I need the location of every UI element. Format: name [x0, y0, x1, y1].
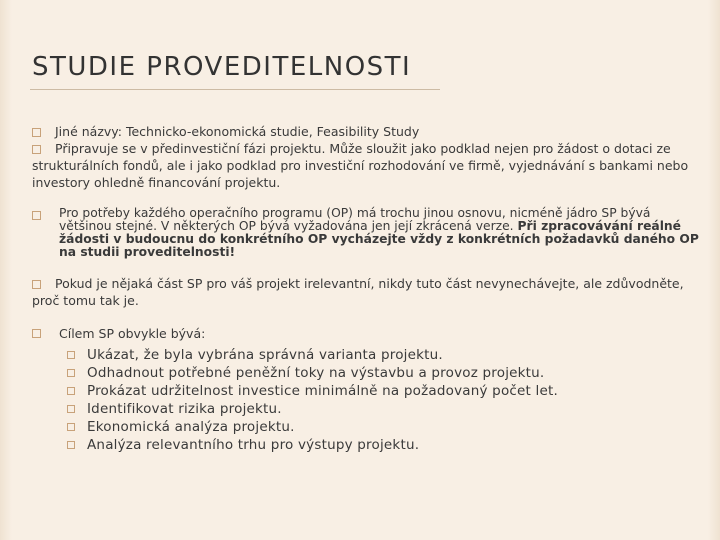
paragraph-irrelevant-parts — [32, 275, 702, 309]
paragraph-goals — [32, 325, 702, 342]
irrelevant-parts-text: Pokud je nějaká část SP pro váš projekt irelevantní, nikdy tuto část nevynechávejte, ale zdůvodněte, proč tomu tak je. — [32, 276, 684, 308]
paragraph-other-names — [32, 123, 702, 140]
square-bullet-icon — [32, 329, 41, 338]
list-item — [67, 418, 702, 436]
square-bullet-icon — [32, 211, 41, 220]
square-bullet-icon — [67, 369, 75, 377]
list-item — [67, 382, 702, 400]
square-bullet-icon — [67, 351, 75, 359]
square-bullet-icon — [32, 145, 41, 154]
goal-text: Ukázat, že byla vybrána správná varianta projektu. — [87, 347, 443, 363]
square-bullet-icon — [32, 128, 41, 137]
slide-title: STUDIE PROVEDITELNOSTI — [32, 52, 412, 82]
square-bullet-icon — [67, 441, 75, 449]
goals-list — [32, 346, 702, 454]
op-bold-text: Při zpracovávání reálné žádosti v budoucnu do konkrétního OP vycházejte vždy z konkrétních požadavků daného OP na studii proveditelnosti! — [59, 219, 699, 259]
slide-body — [32, 123, 702, 454]
square-bullet-icon — [67, 405, 75, 413]
title-underline — [30, 89, 440, 90]
other-names-text: Jiné názvy: Technicko-ekonomická studie, Feasibility Study — [55, 124, 420, 139]
square-bullet-icon — [67, 423, 75, 431]
right-edge-shade — [708, 0, 720, 540]
paragraph-preparation — [32, 140, 702, 191]
op-text: Pro potřeby každého operačního programu (OP) má trochu jinou osnovu, nicméně jádro SP bývá většinou stejné. V některých OP bývá vyžadována jen její zkrácená verze. — [59, 206, 651, 233]
list-item — [67, 364, 702, 382]
goal-text: Prokázat udržitelnost investice minimálně na požadovaný počet let. — [87, 383, 558, 399]
goal-text: Ekonomická analýza projektu. — [87, 419, 295, 435]
paragraph-operational-programme — [32, 207, 702, 259]
list-item — [67, 400, 702, 418]
goals-intro-text: Cílem SP obvykle bývá: — [59, 326, 206, 341]
list-item — [67, 436, 702, 454]
goal-text: Identifikovat rizika projektu. — [87, 401, 282, 417]
left-edge-shade — [0, 0, 12, 540]
list-item — [67, 346, 702, 364]
square-bullet-icon — [32, 280, 41, 289]
goal-text: Odhadnout potřebné peněžní toky na výstavbu a provoz projektu. — [87, 365, 545, 381]
square-bullet-icon — [67, 387, 75, 395]
preparation-text: Připravuje se v předinvestiční fázi projektu. Může sloužit jako podklad nejen pro žádost o dotaci ze strukturálních fondů, ale i jako podklad pro investiční rozhodování ve firmě, vyjednávání s bankami nebo investory ohledně financování projektu. — [32, 141, 689, 190]
goal-text: Analýza relevantního trhu pro výstupy projektu. — [87, 437, 420, 453]
